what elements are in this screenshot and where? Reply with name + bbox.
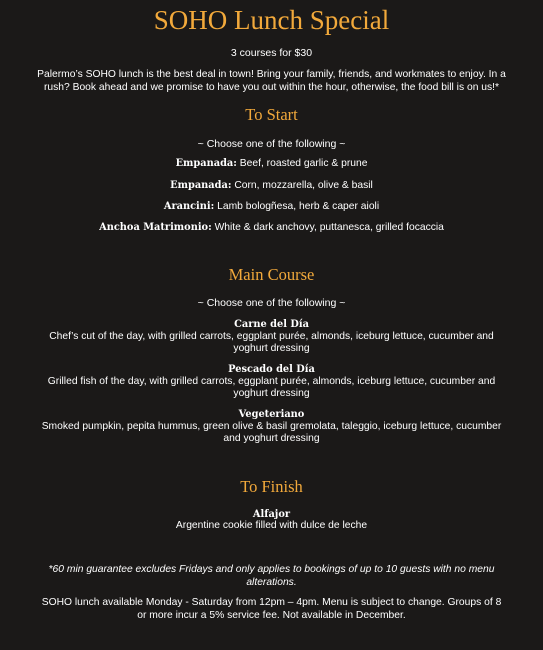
section-heading-main-course: Main Course (228, 265, 315, 284)
intro-paragraph: Palermo’s SOHO lunch is the best deal in town! Bring your family, friends, and workmates to enjoy. In a rush? Book ahead and we promise to have you out within the hour, otherwise, the food bill is on us!* (37, 69, 506, 93)
starter-name: Anchoa Matrimonio: (99, 222, 212, 233)
starter-name: Empanada: (175, 158, 237, 169)
starter-item (20, 201, 523, 212)
dessert-name: Alfajor (252, 509, 291, 520)
choose-instruction: ~ Choose one of the following ~ (197, 297, 346, 309)
starter-desc: Beef, roasted garlic & prune (239, 158, 368, 169)
price-subtitle: 3 courses for $30 (230, 47, 313, 59)
starter-item (20, 180, 523, 191)
starter-name: Empanada: (170, 180, 232, 191)
dessert-desc: Argentine cookie filled with dulce de leche (175, 520, 368, 531)
main-dish-desc: Smoked pumpkin, pepita hummus, green olive & basil gremolata, taleggio, iceburg lettuce, cucumber and yoghurt dressing (41, 421, 502, 444)
starter-item (20, 222, 523, 233)
starter-item (20, 158, 523, 169)
availability-note: SOHO lunch available Monday - Saturday from 12pm – 4pm. Menu is subject to change. Groups of 8 or more incur a 5% service fee. Not available in December. (41, 597, 502, 621)
section-heading-to-finish: To Finish (240, 477, 303, 496)
page-title: SOHO Lunch Special (153, 5, 390, 35)
starter-desc: White & dark anchovy, puttanesca, grilled focaccia (214, 222, 444, 233)
main-dish-name: Vegeteriano (238, 409, 305, 420)
section-heading-to-start: To Start (245, 105, 298, 124)
main-dish-name: Pescado del Día (228, 364, 315, 375)
choose-instruction: ~ Choose one of the following ~ (197, 138, 346, 150)
main-dish-name: Carne del Día (234, 319, 309, 330)
guarantee-note: *60 min guarantee excludes Fridays and only applies to bookings of up to 10 guests with no menu alterations. (48, 564, 495, 588)
starter-desc: Corn, mozzarella, olive & basil (234, 180, 373, 191)
main-dish-desc: Grilled fish of the day, with grilled carrots, eggplant purée, almonds, iceburg lettuce, cucumber and yoghurt dressing (47, 376, 496, 399)
main-dish-desc: Chef’s cut of the day, with grilled carrots, eggplant purée, almonds, iceburg lettuce, cucumber and yoghurt dressing (49, 331, 494, 354)
starter-name: Arancini: (163, 201, 215, 212)
starter-desc: Lamb bologñesa, herb & caper aioli (217, 201, 380, 212)
